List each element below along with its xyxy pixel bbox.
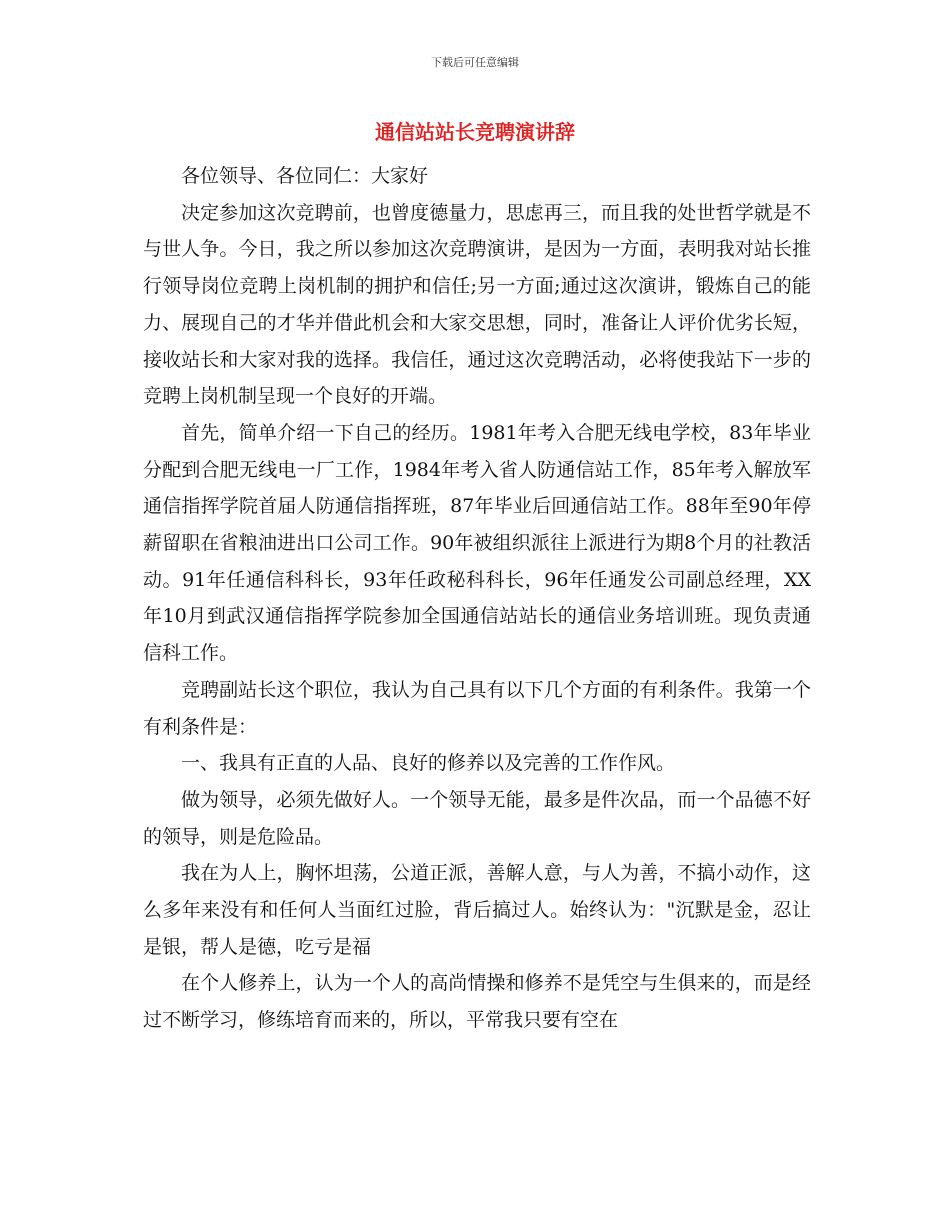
paragraph-motivation: 决定参加这次竞聘前，也曾度德量力，思虑再三，而且我的处世哲学就是不与世人争。今日，我之所以参加这次竞聘演讲，是因为一方面，表明我对站长推行领导岗位竞聘上岗机制的拥护和信任;另一方面;通过这次演讲，锻炼自己的能力、展现自己的才华并借此机会和大家交思想，同时，准备让人评价优劣长短，接收站长和大家对我的选择。我信任，通过这次竞聘活动，必将使我站下一步的竞聘上岗机制呈现一个良好的开端。 bbox=[143, 201, 811, 408]
paragraph-character: 我在为人上，胸怀坦荡，公道正派，善解人意，与人为善，不搞小动作，这么多年来没有和任何人当面红过脸，背后搞过人。始终认为："沉默是金，忍让是银，帮人是德，吃亏是福 bbox=[143, 862, 811, 958]
page-header-note: 下载后可任意编辑 bbox=[431, 56, 519, 69]
document-title: 通信站站长竞聘演讲辞 bbox=[375, 120, 575, 144]
paragraph-conditions-intro: 竞聘副站长这个职位，我认为自己具有以下几个方面的有利条件。我第一个有利条件是： bbox=[143, 678, 811, 738]
paragraph-greeting: 各位领导、各位同仁：大家好 bbox=[181, 165, 429, 187]
paragraph-experience: 首先，简单介绍一下自己的经历。1981年考入合肥无线电学校，83年毕业分配到合肥无线电一厂工作，1984年考入省人防通信站工作，85年考入解放军通信指挥学院首届人防通信指挥班，87年毕业后回通信站工作。88年至90年停薪留职在省粮油进出口公司工作。90年被组织派往上派进行为期8个月的社教活动。91年任通信科科长，93年任政秘科科长，96年任通发公司副总经理，XX年10月到武汉通信指挥学院参加全国通信站站长的通信业务培训班。现负责通信科工作。 bbox=[143, 421, 811, 665]
paragraph-cultivation: 在个人修养上，认为一个人的高尚情操和修养不是凭空与生俱来的，而是经过不断学习，修练培育而来的，所以，平常我只要有空在 bbox=[143, 972, 811, 1032]
paragraph-leadership: 做为领导，必须先做好人。一个领导无能，最多是件次品，而一个品德不好的领导，则是危险品。 bbox=[143, 788, 811, 848]
document-body bbox=[143, 158, 811, 1039]
paragraph-condition-one: 一、我具有正直的人品、良好的修养以及完善的工作作风。 bbox=[181, 752, 676, 775]
